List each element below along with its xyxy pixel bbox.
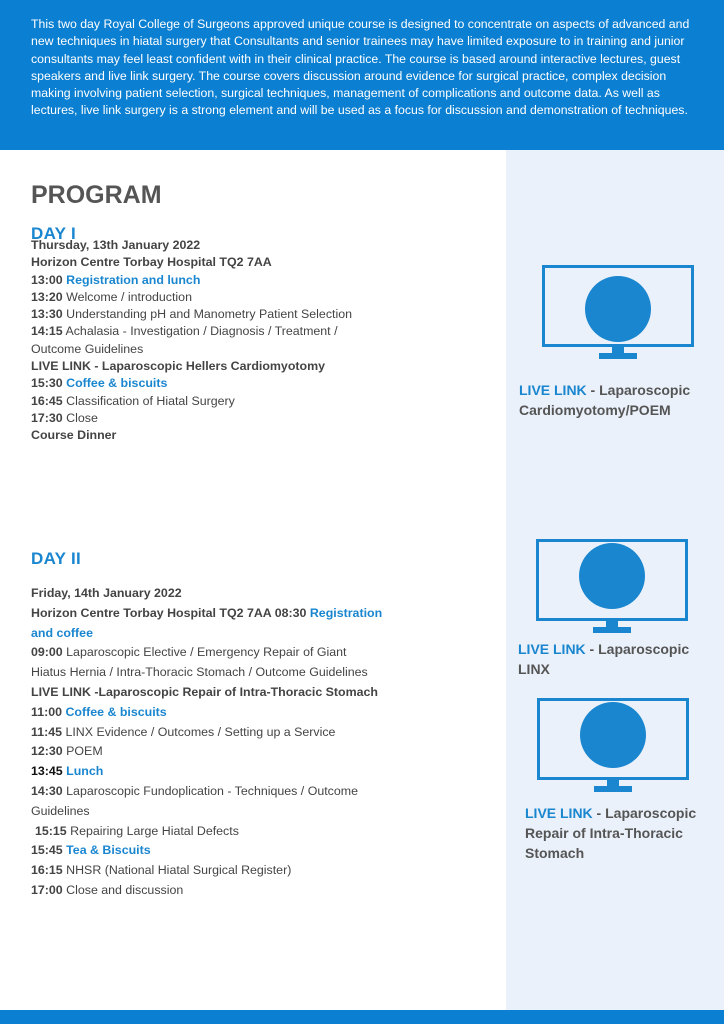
session: Registration and lunch	[66, 272, 201, 287]
session-continued: Guidelines	[31, 803, 90, 818]
schedule-row	[31, 723, 411, 743]
day1-venue: Horizon Centre Torbay Hospital TQ2 7AA	[31, 255, 272, 270]
schedule-row	[31, 306, 411, 323]
time: 12:30	[31, 744, 63, 759]
day1-date: Thursday, 13th January 2022	[31, 238, 201, 252]
live-link-1-caption	[519, 380, 690, 420]
live-link-text: - Laparoscopic	[592, 805, 697, 821]
schedule-row	[31, 272, 411, 289]
intro-text: This two day Royal College of Surgeons approved unique course is designed to concentrate on aspects of advanced and new techniques in hiatal surgery that Consultants and senior trainees may have limited exposure to in training and junior consultants may feel least confident with in their clinical practice. The course is based around interactive lectures, guest speakers and live link surgery. The course covers discussion around evidence for surgical practice, complex decision making involving patient selection, surgical techniques, management of complications and outcome data. As well as lectures, live link surgery is a strong element and will be used as a focus for discussion and demonstration of techniques.	[31, 17, 690, 118]
session: POEM	[66, 744, 103, 759]
session: Classification of Hiatal Surgery	[66, 393, 235, 408]
session: Coffee & biscuits	[66, 376, 168, 391]
day2-heading: DAY II	[31, 549, 81, 568]
session: Repairing Large Hiatal Defects	[70, 823, 239, 838]
day1-heading: DAY I	[31, 224, 76, 243]
live-link-label: LIVE LINK	[519, 382, 587, 398]
schedule-row	[31, 643, 411, 663]
schedule-row	[31, 742, 411, 762]
session: Lunch	[66, 764, 104, 779]
monitor-icon	[536, 539, 688, 635]
time: 11:00	[31, 704, 63, 719]
session: Coffee & biscuits	[65, 704, 167, 719]
time: 13:45	[31, 764, 63, 779]
time: 13:20	[31, 289, 63, 304]
time: 16:45	[31, 393, 63, 408]
session: Close	[66, 410, 98, 425]
session: NHSR (National Hiatal Surgical Register)	[66, 863, 292, 878]
live-link-text: - Laparoscopic	[585, 641, 690, 657]
time: 13:30	[31, 307, 63, 322]
schedule-row	[31, 881, 411, 901]
session: Understanding pH and Manometry Patient Selection	[66, 307, 352, 322]
live-link-text: - Laparoscopic	[586, 382, 691, 398]
monitor-icon	[537, 698, 689, 794]
day2-date: Friday, 14th January 2022	[31, 586, 182, 600]
time: 16:15	[31, 863, 63, 878]
live-link-label: LIVE LINK	[525, 805, 593, 821]
schedule-row	[31, 410, 411, 427]
time: 15:30	[31, 376, 63, 391]
day1-live-link: LIVE LINK - Laparoscopic Hellers Cardiomyotomy	[31, 359, 325, 374]
time: 14:30	[31, 783, 63, 798]
time: 14:15	[31, 324, 63, 339]
time: 17:00	[31, 882, 63, 897]
session: Achalasia - Investigation / Diagnosis / Treatment /	[65, 324, 338, 339]
session: Laparoscopic Fundoplication - Techniques / Outcome	[66, 783, 358, 798]
schedule-row	[31, 762, 411, 782]
schedule-row	[31, 375, 411, 392]
schedule-row	[31, 841, 411, 861]
schedule-row	[31, 782, 411, 802]
live-link-text: LINX	[518, 661, 550, 677]
day2-venue-row	[31, 604, 411, 624]
day1-schedule	[31, 237, 411, 445]
time: 11:45	[31, 724, 63, 739]
live-link-2-caption	[518, 639, 689, 679]
program-title: PROGRAM	[31, 181, 162, 209]
monitor-icon	[542, 265, 694, 361]
schedule-row	[31, 323, 411, 340]
time: 17:30	[31, 410, 63, 425]
session: Registration	[309, 605, 383, 620]
session: Close and discussion	[66, 882, 184, 897]
day2-schedule	[31, 584, 411, 901]
session-continued: Outcome Guidelines	[31, 341, 144, 356]
schedule-row	[31, 289, 411, 306]
session: Tea & Biscuits	[66, 843, 151, 858]
session: Laparoscopic Elective / Emergency Repair of Giant	[66, 645, 347, 660]
live-link-text: Repair of Intra-Thoracic	[525, 825, 683, 841]
session-continued: Hiatus Hernia / Intra-Thoracic Stomach / Outcome Guidelines	[31, 665, 368, 680]
schedule-row	[31, 703, 411, 723]
time: 15:15	[35, 823, 67, 838]
schedule-row	[31, 822, 411, 842]
time: 09:00	[31, 645, 63, 660]
live-link-text: Cardiomyotomy/POEM	[519, 402, 671, 418]
session: Welcome / introduction	[66, 289, 192, 304]
time: 15:45	[31, 843, 63, 858]
day2-venue: Horizon Centre Torbay Hospital TQ2 7AA 08:30	[31, 605, 307, 620]
schedule-row	[31, 861, 411, 881]
session-continued: and coffee	[31, 625, 93, 640]
time: 13:00	[31, 272, 63, 287]
day2-live-link: LIVE LINK -Laparoscopic Repair of Intra-Thoracic Stomach	[31, 684, 378, 699]
schedule-row	[31, 393, 411, 410]
footer-bar	[0, 1010, 724, 1024]
live-link-3-caption	[525, 803, 696, 863]
live-link-label: LIVE LINK	[518, 641, 586, 657]
live-link-text: Stomach	[525, 845, 585, 861]
intro-banner	[0, 0, 724, 150]
course-dinner: Course Dinner	[31, 428, 117, 443]
session: LINX Evidence / Outcomes / Setting up a Service	[65, 724, 336, 739]
